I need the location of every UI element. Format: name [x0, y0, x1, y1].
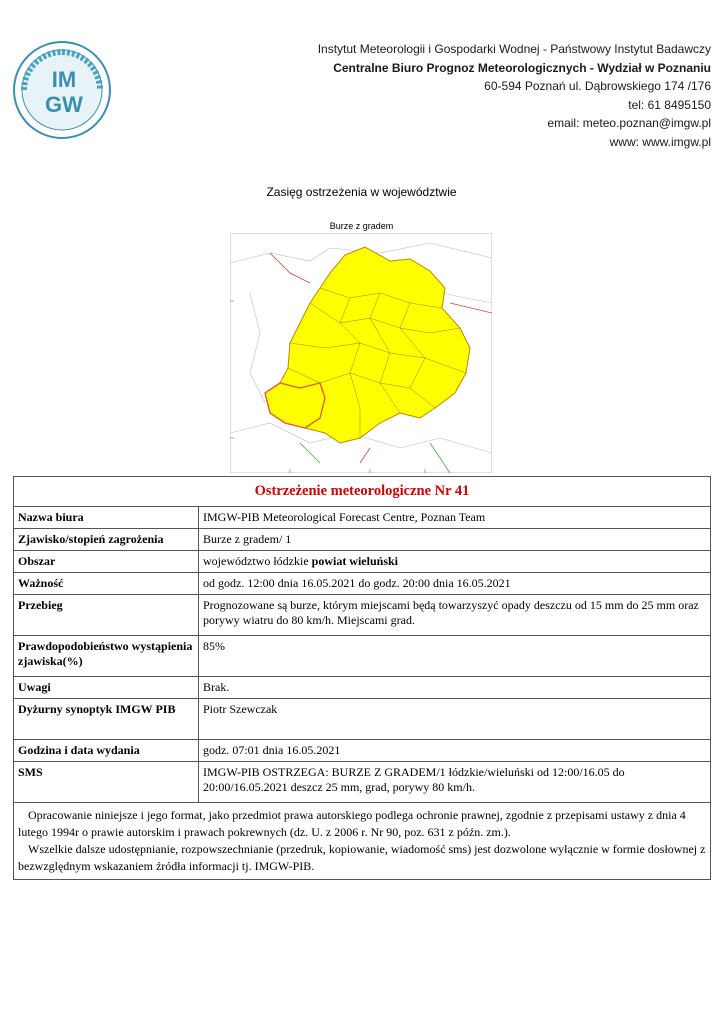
header-website[interactable]: www: www.imgw.pl	[609, 134, 711, 149]
header-address: 60-594 Poznań ul. Dąbrowskiego 174 /176	[484, 79, 711, 93]
row-value-area	[199, 551, 711, 573]
row-label-validity: Ważność	[14, 573, 199, 595]
footer-row	[14, 803, 711, 880]
row-value-course: Prognozowane są burze, którym miejscami będą towarzyszyć opady deszczu od 15 mm do 25 mm oraz porywy wiatru do 80 km/h. Miejscami grad.	[199, 595, 711, 636]
table-row	[14, 595, 711, 636]
row-value-sms: IMGW-PIB OSTRZEGA: BURZE Z GRADEM/1 łódzkie/wieluński od 12:00/16.05 do 20:00/16.05.2021 deszcz 25 mm, grad, porywy 80 km/h.	[199, 762, 711, 803]
row-label-probability: Prawdopodobieństwo wystąpienia zjawiska(%)	[14, 636, 199, 677]
table-row	[14, 507, 711, 529]
row-value-issued: godz. 07:01 dnia 16.05.2021	[199, 740, 711, 762]
table-row	[14, 699, 711, 740]
row-label-office: Nazwa biura	[14, 507, 199, 529]
table-row	[14, 529, 711, 551]
copyright-notice	[14, 803, 711, 880]
logo-text-bottom: GW	[45, 92, 83, 117]
area-district: powiat wieluński	[311, 554, 398, 568]
row-value-office: IMGW-PIB Meteorological Forecast Centre, Poznan Team	[199, 507, 711, 529]
row-value-forecaster: Piotr Szewczak	[199, 699, 711, 740]
warning-table	[13, 476, 711, 880]
row-value-probability: 85%	[199, 636, 711, 677]
map-subtitle: Burze z gradem	[329, 221, 394, 231]
map-title: Zasięg ostrzeżenia w województwie	[266, 185, 457, 199]
header-phone: tel: 61 8495150	[628, 97, 711, 112]
table-row	[14, 636, 711, 677]
warning-map	[230, 233, 492, 473]
row-value-validity: od godz. 12:00 dnia 16.05.2021 do godz. 20:00 dnia 16.05.2021	[199, 573, 711, 595]
warning-title: Ostrzeżenie meteorologiczne Nr 41	[14, 477, 711, 507]
header-institute-name: Instytut Meteorologii i Gospodarki Wodnej - Państwowy Instytut Badawczy	[317, 42, 711, 56]
row-value-phenomenon: Burze z gradem/ 1	[199, 529, 711, 551]
row-label-sms: SMS	[14, 762, 199, 803]
row-label-forecaster: Dyżurny synoptyk IMGW PIB	[14, 699, 199, 740]
imgw-logo	[12, 40, 112, 140]
warning-title-row	[14, 477, 711, 507]
row-label-remarks: Uwagi	[14, 677, 199, 699]
institute-header	[318, 40, 711, 151]
row-label-issued: Godzina i data wydania	[14, 740, 199, 762]
table-row	[14, 762, 711, 803]
row-label-course: Przebieg	[14, 595, 199, 636]
table-row	[14, 677, 711, 699]
copyright-paragraph-2: Wszelkie dalsze udostępnianie, rozpowszechnianie (przedruk, kopiowanie, wiadomość sms) jest dozwolone wyłącznie w formie dosłownej z bezwzględnym wskazaniem źródła informacji tj. IMGW-PIB.	[18, 842, 706, 873]
copyright-paragraph-1: Opracowanie niniejsze i jego format, jako przedmiot prawa autorskiego podlega ochronie prawnej, zgodnie z przepisami ustawy z dnia 4 lutego 1994r o prawie autorskim i prawach pokrewnych (dz. U. z 2006 r. Nr 90, poz. 631 z późn. zm.).	[18, 808, 686, 839]
table-row	[14, 551, 711, 573]
row-label-area: Obszar	[14, 551, 199, 573]
area-voivodeship: województwo łódzkie	[203, 554, 309, 568]
table-row	[14, 740, 711, 762]
header-email[interactable]: email: meteo.poznan@imgw.pl	[547, 116, 711, 130]
table-row	[14, 573, 711, 595]
logo-text-top: IM	[51, 67, 77, 92]
row-value-remarks: Brak.	[199, 677, 711, 699]
header-office-name: Centralne Biuro Prognoz Meteorologicznych - Wydział w Poznaniu	[333, 60, 711, 75]
row-label-phenomenon: Zjawisko/stopień zagrożenia	[14, 529, 199, 551]
